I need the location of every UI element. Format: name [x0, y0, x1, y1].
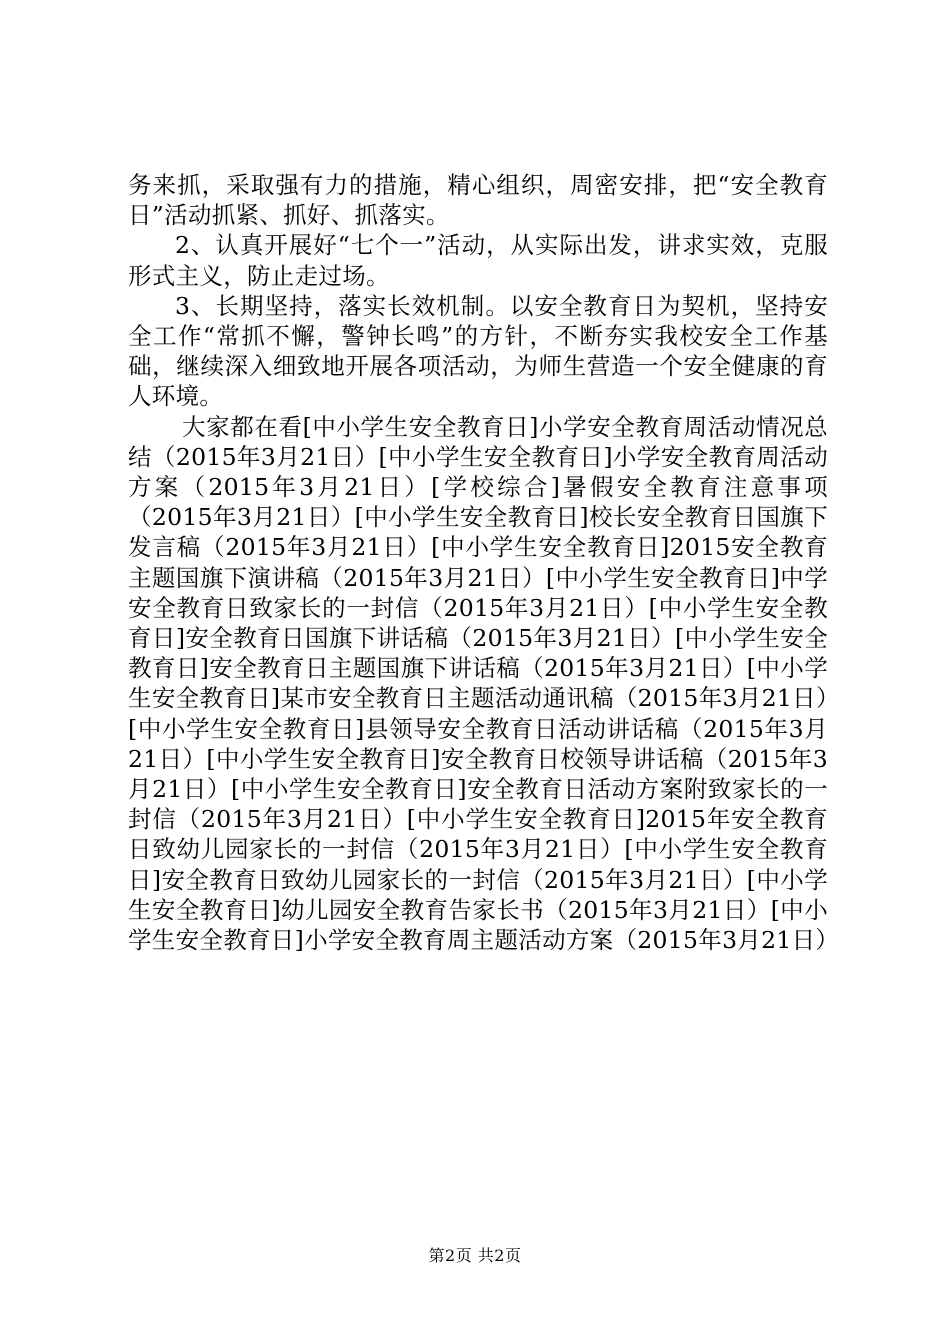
paragraph-item-2: 2、认真开展好“七个一”活动，从实际出发，讲求实效，克服形式主义，防止走过场。 [128, 231, 828, 290]
page-number-footer: 第2页 共2页 [428, 1246, 522, 1265]
paragraph-related-articles: 大家都在看[中小学生安全教育日]小学安全教育周活动情况总结（2015年3月21日）[中小学生安全教育日]小学安全教育周活动方案（2015年3月21日）[学校综合]暑假安全教育注意事项（2015年3月21日）[中小学生安全教育日]校长安全教育日国旗下发言稿（2015年3月21日）[中小学生安全教育日]2015安全教育主题国旗下演讲稿（2015年3月21日）[中小学生安全教育日]中学安全教育日致家长的一封信（2015年3月21日）[中小学生安全教育日]安全教育日国旗下讲话稿（2015年3月21日）[中小学生安全教育日]安全教育日主题国旗下讲话稿（2015年3月21日）[中小学生安全教育日]某市安全教育日主题活动通讯稿（2015年3月21日）[中小学生安全教育日]县领导安全教育日活动讲话稿（2015年3月21日）[中小学生安全教育日]安全教育日校领导讲话稿（2015年3月21日）[中小学生安全教育日]安全教育日活动方案附致家长的一封信（2015年3月21日）[中小学生安全教育日]2015年安全教育日致幼儿园家长的一封信（2015年3月21日）[中小学生安全教育日]安全教育日致幼儿园家长的一封信（2015年3月21日）[中小学生安全教育日]幼儿园安全教育告家长书（2015年3月21日）[中小学生安全教育日]小学安全教育周主题活动方案（2015年3月21日） [128, 412, 840, 955]
paragraph-item-3: 3、长期坚持，落实长效机制。以安全教育日为契机，坚持安全工作“常抓不懈，警钟长鸣”的方针，不断夯实我校安全工作基础，继续深入细致地开展各项活动，为师生营造一个安全健康的育人环境。 [128, 291, 828, 411]
document-body [128, 170, 840, 955]
paragraph-continuation: 务来抓，采取强有力的措施，精心组织，周密安排，把“安全教育日”活动抓紧、抓好、抓落实。 [128, 171, 828, 230]
